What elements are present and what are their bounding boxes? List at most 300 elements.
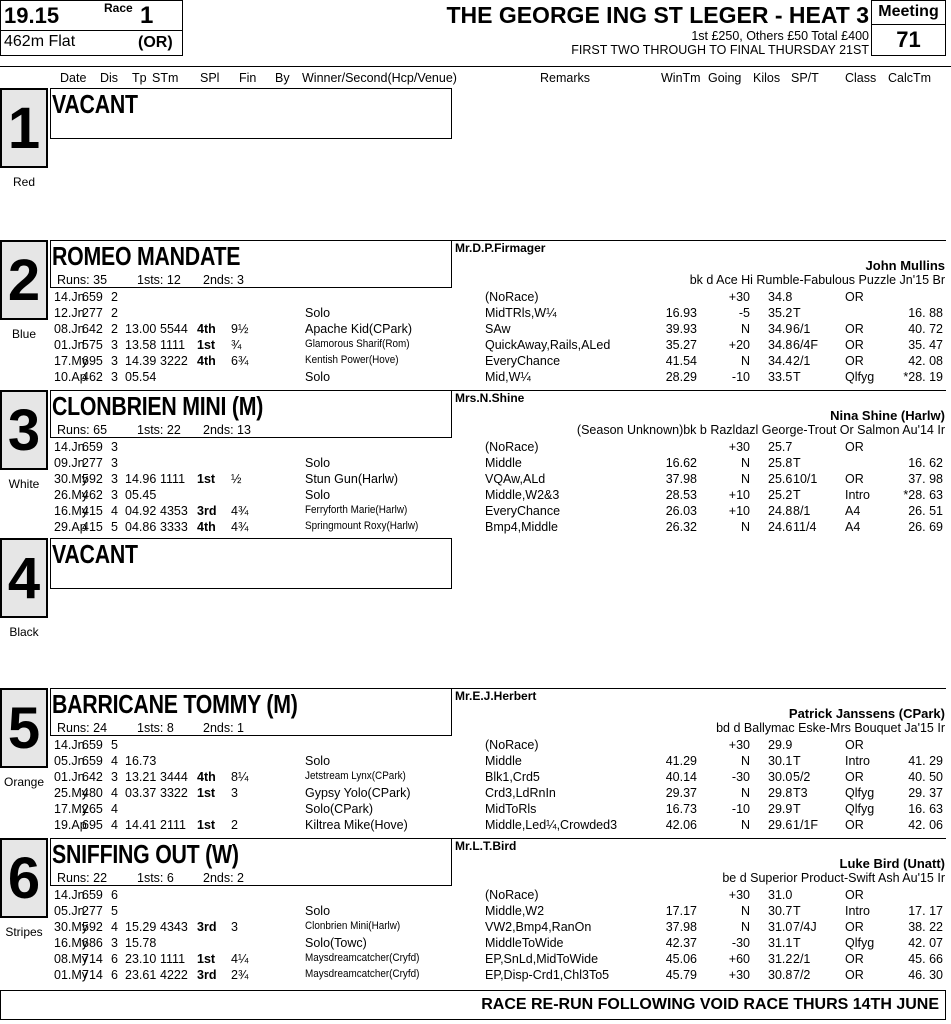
- form-stm: 15.29: [125, 920, 157, 934]
- col-class: Class: [845, 71, 877, 85]
- owner: Mr.E.J.Herbert: [455, 689, 537, 703]
- form-wintm: 28.53: [665, 488, 697, 502]
- form-class: Intro: [845, 904, 871, 918]
- form-stm: 23.61: [125, 968, 157, 982]
- section-top-rule: [452, 838, 946, 839]
- form-calc: 37. 98: [908, 472, 943, 486]
- form-date: 30.My: [54, 472, 89, 486]
- form-class: Intro: [845, 754, 871, 768]
- form-calc: 17. 17: [908, 904, 943, 918]
- form-class: OR: [845, 968, 864, 982]
- form-wintm: 41.29: [665, 754, 697, 768]
- form-dis: 462: [82, 370, 103, 384]
- form-remarks: EP,Disp-Crd1,Chl3To5: [485, 968, 610, 982]
- runs: Runs: 24: [57, 721, 108, 735]
- form-remarks: EP,SnLd,MidToWide: [485, 952, 599, 966]
- race-time: 19.15: [4, 3, 60, 28]
- trap-number-box-6: 6: [0, 838, 48, 918]
- form-spt: T: [793, 802, 801, 816]
- form-class: Qlfyg: [845, 370, 875, 384]
- race-title: THE GEORGE ING ST LEGER - HEAT 3: [446, 2, 869, 28]
- form-winner: Solo: [305, 456, 331, 470]
- form-class: Qlfyg: [845, 802, 875, 816]
- form-kilos: 34.8: [768, 338, 793, 352]
- form-by: 4¾: [231, 520, 249, 534]
- form-spl: 1111: [160, 338, 186, 352]
- form-tp: 5: [111, 520, 118, 534]
- form-calc: 16. 63: [908, 802, 943, 816]
- form-dis: 659: [82, 290, 103, 304]
- form-by: 3: [231, 786, 238, 800]
- trap-number-box-4: 4: [0, 538, 48, 618]
- form-class: A4: [845, 504, 861, 518]
- form-date: 12.Jn: [54, 306, 85, 320]
- form-row: [0, 338, 951, 354]
- form-date: 01.Jn: [54, 338, 85, 352]
- form-by: 4¼: [231, 952, 249, 966]
- form-going: +10: [728, 488, 750, 502]
- form-class: OR: [845, 290, 864, 304]
- form-class: OR: [845, 440, 864, 454]
- form-spt: 10/1: [793, 472, 818, 486]
- form-wintm: 28.29: [665, 370, 697, 384]
- form-kilos: 25.8: [768, 456, 793, 470]
- form-row: [0, 504, 951, 520]
- form-dis: 686: [82, 936, 103, 950]
- form-remarks: MiddleToWide: [485, 936, 564, 950]
- form-by: 6¾: [231, 354, 249, 368]
- form-wintm: 42.06: [665, 818, 697, 832]
- form-going: +30: [728, 738, 750, 752]
- col-stm: STm: [152, 71, 179, 85]
- form-date: 08.Jn: [54, 322, 85, 336]
- form-row: [0, 904, 951, 920]
- form-remarks: VW2,Bmp4,RanOn: [485, 920, 592, 934]
- form-winner: Solo: [305, 754, 331, 768]
- form-remarks: Middle: [485, 456, 522, 470]
- form-kilos: 30.0: [768, 770, 793, 784]
- form-fin: 4th: [197, 322, 216, 336]
- form-winner: Ferryforth Marie(Harlw): [305, 504, 408, 516]
- form-kilos: 33.5: [768, 370, 793, 384]
- form-tp: 6: [111, 952, 118, 966]
- form-remarks: (NoRace): [485, 290, 539, 304]
- form-spt: T: [793, 370, 801, 384]
- form-going: +30: [728, 440, 750, 454]
- form-going: -10: [731, 370, 750, 384]
- form-stm: 04.86: [125, 520, 157, 534]
- form-tp: 4: [111, 920, 118, 934]
- form-calc: 42. 07: [908, 936, 943, 950]
- form-kilos: 34.9: [768, 322, 793, 336]
- form-going: N: [740, 818, 750, 832]
- form-by: 3: [231, 920, 238, 934]
- form-row: [0, 488, 951, 504]
- form-tp: 3: [111, 370, 118, 384]
- form-winner: Stun Gun(Harlw): [305, 472, 399, 486]
- breeding: (Season Unknown)bk b Razldazl George-Trout Or Salmon Au'14 Ir: [576, 423, 945, 437]
- form-remarks: VQAw,ALd: [485, 472, 546, 486]
- form-row: [0, 936, 951, 952]
- form-spt: 6/4F: [793, 338, 819, 352]
- form-fin: 4th: [197, 354, 216, 368]
- form-tp: 5: [111, 904, 118, 918]
- form-dis: 659: [82, 888, 103, 902]
- form-date: 10.Ap: [54, 370, 87, 384]
- form-kilos: 29.9: [768, 802, 793, 816]
- form-date: 14.Jn: [54, 888, 85, 902]
- form-kilos: 31.0: [768, 920, 793, 934]
- form-spl: 3222: [160, 354, 188, 368]
- form-calc: *28. 19: [903, 370, 943, 384]
- form-kilos: 25.6: [768, 472, 793, 486]
- form-by: 2¾: [231, 968, 249, 982]
- form-tp: 5: [111, 738, 118, 752]
- form-calc: 26. 69: [908, 520, 943, 534]
- race-prizes: 1st £250, Others £50 Total £400: [691, 29, 869, 43]
- form-date: 14.Jn: [54, 290, 85, 304]
- form-winner: Kentish Power(Hove): [305, 354, 399, 366]
- form-stm: 13.58: [125, 338, 157, 352]
- form-spt: T: [793, 904, 801, 918]
- col-date: Date: [60, 71, 87, 85]
- form-winner: Maysdreamcatcher(Cryfd): [305, 968, 420, 980]
- form-date: 05.Jn: [54, 754, 85, 768]
- form-kilos: 31.0: [768, 888, 793, 902]
- race-grade: (OR): [138, 34, 173, 51]
- form-wintm: 16.73: [665, 802, 697, 816]
- form-kilos: 24.6: [768, 520, 793, 534]
- form-fin: 4th: [197, 770, 216, 784]
- form-spt: T: [793, 936, 801, 950]
- column-headers: [0, 71, 951, 87]
- form-winner: Apache Kid(CPark): [305, 322, 412, 336]
- form-class: OR: [845, 738, 864, 752]
- trap-number-box-5: 5: [0, 688, 48, 768]
- trap-number-box-3: 3: [0, 390, 48, 470]
- trap-colour: Black: [9, 625, 39, 639]
- form-dis: 659: [82, 754, 103, 768]
- form-tp: 4: [111, 786, 118, 800]
- form-calc: 16. 62: [908, 456, 943, 470]
- form-wintm: 41.54: [665, 354, 697, 368]
- col-spl: SPl: [200, 71, 220, 85]
- form-remarks: Middle: [485, 754, 522, 768]
- form-by: 9½: [231, 322, 249, 336]
- form-date: 19.Ap: [54, 818, 87, 832]
- form-remarks: (NoRace): [485, 738, 539, 752]
- form-kilos: 35.2: [768, 306, 793, 320]
- meeting-number: 71: [896, 27, 921, 52]
- form-calc: 41. 29: [908, 754, 943, 768]
- form-class: Intro: [845, 488, 871, 502]
- form-kilos: 29.6: [768, 818, 793, 832]
- form-date: 29.Ap: [54, 520, 87, 534]
- form-going: N: [740, 456, 750, 470]
- form-remarks: EveryChance: [485, 354, 561, 368]
- form-date: 17.My: [54, 354, 89, 368]
- form-dis: 695: [82, 354, 103, 368]
- form-tp: 6: [111, 888, 118, 902]
- trap-colour: Red: [12, 175, 35, 189]
- form-calc: 26. 51: [908, 504, 943, 518]
- form-row: [0, 354, 951, 370]
- form-winner: Glamorous Sharif(Rom): [305, 338, 410, 350]
- race-label: Race: [104, 1, 133, 15]
- form-row: [0, 770, 951, 786]
- form-row: [0, 306, 951, 322]
- form-fin: 1st: [197, 786, 216, 800]
- form-class: OR: [845, 888, 864, 902]
- col-fin: Fin: [239, 71, 257, 85]
- form-remarks: Middle,Led¼,Crowded3: [485, 818, 618, 832]
- form-going: N: [740, 354, 750, 368]
- form-row: [0, 888, 951, 904]
- form-remarks: Middle,W2: [485, 904, 545, 918]
- form-by: 2: [231, 818, 238, 832]
- trainer: Luke Bird (Unatt): [839, 856, 945, 871]
- form-winner: Springmount Roxy(Harlw): [305, 520, 419, 532]
- form-class: OR: [845, 770, 864, 784]
- form-wintm: 26.32: [665, 520, 697, 534]
- owner: Mrs.N.Shine: [455, 391, 525, 405]
- form-dis: 642: [82, 322, 103, 336]
- form-row: [0, 786, 951, 802]
- form-kilos: 34.4: [768, 354, 793, 368]
- form-row: [0, 818, 951, 834]
- col-dis: Dis: [100, 71, 119, 85]
- form-tp: 3: [111, 354, 118, 368]
- form-wintm: 40.14: [665, 770, 697, 784]
- form-dis: 415: [82, 504, 103, 518]
- form-spt: T3: [793, 786, 808, 800]
- form-winner: Solo: [305, 370, 331, 384]
- form-dis: 642: [82, 770, 103, 784]
- form-dis: 277: [82, 306, 103, 320]
- form-date: 05.Jn: [54, 904, 85, 918]
- form-tp: 3: [111, 770, 118, 784]
- form-tp: 4: [111, 504, 118, 518]
- form-tp: 3: [111, 440, 118, 454]
- form-tp: 3: [111, 936, 118, 950]
- form-tp: 2: [111, 322, 118, 336]
- form-spl: 2111: [160, 818, 186, 832]
- trainer: Nina Shine (Harlw): [830, 408, 945, 423]
- race-number: 1: [140, 2, 154, 29]
- form-dis: 659: [82, 738, 103, 752]
- runs: Runs: 35: [57, 273, 108, 287]
- form-date: 16.My: [54, 504, 89, 518]
- form-class: OR: [845, 354, 864, 368]
- form-spt: 8/1: [793, 504, 811, 518]
- form-remarks: Crd3,LdRnIn: [485, 786, 556, 800]
- form-row: [0, 952, 951, 968]
- form-spt: 2/1: [793, 354, 811, 368]
- form-calc: 45. 66: [908, 952, 943, 966]
- race-distance: 462m Flat: [4, 33, 76, 50]
- firsts: 1sts: 6: [137, 871, 174, 885]
- form-date: 09.Jn: [54, 456, 85, 470]
- seconds: 2nds: 2: [203, 871, 245, 885]
- form-winner: Clonbrien Mini(Harlw): [305, 920, 401, 932]
- form-date: 14.Jn: [54, 738, 85, 752]
- form-spl: 4343: [160, 920, 188, 934]
- seconds: 2nds: 13: [203, 423, 251, 437]
- form-class: OR: [845, 338, 864, 352]
- form-dis: 415: [82, 520, 103, 534]
- form-tp: 3: [111, 472, 118, 486]
- form-row: [0, 738, 951, 754]
- form-going: +10: [728, 504, 750, 518]
- form-wintm: 42.37: [665, 936, 697, 950]
- form-class: OR: [845, 322, 864, 336]
- col-wintm: WinTm: [661, 71, 701, 85]
- form-wintm: 26.03: [665, 504, 697, 518]
- col-calctm: CalcTm: [888, 71, 932, 85]
- trap-number-box-2: 2: [0, 240, 48, 320]
- form-remarks: (NoRace): [485, 888, 539, 902]
- form-spt: 7/2: [793, 968, 811, 982]
- form-wintm: 37.98: [665, 472, 697, 486]
- form-remarks: EveryChance: [485, 504, 561, 518]
- form-class: Qlfyg: [845, 786, 875, 800]
- form-tp: 3: [111, 488, 118, 502]
- form-by: ¾: [231, 338, 242, 352]
- form-remarks: Middle,W2&3: [485, 488, 560, 502]
- form-stm: 03.37: [125, 786, 157, 800]
- form-dis: 592: [82, 472, 103, 486]
- breeding: bd d Ballymac Eske-Mrs Bouquet Ja'15 Ir: [716, 721, 945, 735]
- form-going: -10: [731, 802, 750, 816]
- form-calc: 35. 47: [908, 338, 943, 352]
- footer-note: RACE RE-RUN FOLLOWING VOID RACE THURS 14TH JUNE: [481, 996, 939, 1013]
- form-winner: Gypsy Yolo(CPark): [305, 786, 411, 800]
- form-winner: Solo(Towc): [305, 936, 367, 950]
- seconds: 2nds: 1: [203, 721, 245, 735]
- form-row: [0, 440, 951, 456]
- runs: Runs: 65: [57, 423, 108, 437]
- col-winner: Winner/Second(Hcp/Venue): [302, 71, 457, 85]
- col-by: By: [275, 71, 290, 85]
- form-dis: 714: [82, 952, 103, 966]
- form-remarks: QuickAway,Rails,ALed: [485, 338, 611, 352]
- form-stm: 14.41: [125, 818, 157, 832]
- form-fin: 3rd: [197, 504, 217, 518]
- owner: Mr.L.T.Bird: [455, 839, 517, 853]
- form-going: -30: [731, 770, 750, 784]
- col-kilos: Kilos: [753, 71, 781, 85]
- form-spl: 3333: [160, 520, 188, 534]
- dog-name: SNIFFING OUT (W): [52, 839, 239, 869]
- form-date: 14.Jn: [54, 440, 85, 454]
- dog-name: VACANT: [52, 539, 138, 569]
- form-winner: Solo: [305, 488, 331, 502]
- form-spl: 5544: [160, 322, 188, 336]
- form-dis: 265: [82, 802, 103, 816]
- form-calc: *28. 63: [903, 488, 943, 502]
- form-winner: Jetstream Lynx(CPark): [305, 770, 406, 782]
- form-remarks: Bmp4,Middle: [485, 520, 558, 534]
- form-dis: 714: [82, 968, 103, 982]
- form-winner: Solo(CPark): [305, 802, 374, 816]
- form-row: [0, 456, 951, 472]
- form-dis: 277: [82, 456, 103, 470]
- dog-name: BARRICANE TOMMY (M): [52, 689, 298, 719]
- form-going: N: [740, 322, 750, 336]
- form-going: +20: [728, 338, 750, 352]
- form-by: 4¾: [231, 504, 249, 518]
- trainer: John Mullins: [865, 258, 945, 273]
- form-tp: 6: [111, 968, 118, 982]
- trap-colour: Blue: [11, 327, 37, 341]
- trap-colour: White: [8, 477, 40, 491]
- section-top-rule: [452, 390, 946, 391]
- form-going: +30: [728, 968, 750, 982]
- form-row: [0, 472, 951, 488]
- form-wintm: 17.17: [665, 904, 697, 918]
- form-row: [0, 968, 951, 984]
- form-winner: Kiltrea Mike(Hove): [305, 818, 408, 832]
- form-remarks: SAw: [485, 322, 511, 336]
- form-going: N: [740, 920, 750, 934]
- meeting-label: Meeting: [878, 3, 939, 20]
- trap-number-box-1: 1: [0, 88, 48, 168]
- form-kilos: 29.9: [768, 738, 793, 752]
- form-date: 08.My: [54, 952, 89, 966]
- form-kilos: 25.7: [768, 440, 793, 454]
- form-calc: 42. 06: [908, 818, 943, 832]
- form-calc: 29. 37: [908, 786, 943, 800]
- form-spt: T: [793, 456, 801, 470]
- form-spl: 4222: [160, 968, 188, 982]
- form-tp: 3: [111, 456, 118, 470]
- form-stm: 14.39: [125, 354, 157, 368]
- form-spt: T: [793, 306, 801, 320]
- form-going: N: [740, 472, 750, 486]
- form-row: [0, 370, 951, 386]
- col-spt: SP/T: [791, 71, 819, 85]
- form-fin: 1st: [197, 952, 216, 966]
- form-stm: 13.00: [125, 322, 157, 336]
- form-row: [0, 754, 951, 770]
- form-date: 25.My: [54, 786, 89, 800]
- form-wintm: 45.79: [665, 968, 697, 982]
- form-kilos: 31.2: [768, 952, 793, 966]
- form-calc: 40. 72: [908, 322, 943, 336]
- form-kilos: 24.8: [768, 504, 793, 518]
- form-tp: 4: [111, 754, 118, 768]
- form-fin: 3rd: [197, 968, 217, 982]
- form-remarks: Mid,W¼: [485, 370, 531, 384]
- form-spl: 1111: [160, 472, 186, 486]
- form-fin: 4th: [197, 520, 216, 534]
- seconds: 2nds: 3: [203, 273, 245, 287]
- form-spt: 5/2: [793, 770, 811, 784]
- form-kilos: 25.2: [768, 488, 793, 502]
- form-class: OR: [845, 472, 864, 486]
- form-dis: 592: [82, 920, 103, 934]
- form-date: 17.My: [54, 802, 89, 816]
- form-spl: 1111: [160, 952, 186, 966]
- form-class: Qlfyg: [845, 936, 875, 950]
- form-date: 01.Jn: [54, 770, 85, 784]
- firsts: 1sts: 22: [137, 423, 181, 437]
- form-spt: 6/1: [793, 322, 811, 336]
- form-going: N: [740, 786, 750, 800]
- col-tp: Tp: [132, 71, 147, 85]
- form-fin: 1st: [197, 338, 216, 352]
- form-stm: 05.45: [125, 488, 157, 502]
